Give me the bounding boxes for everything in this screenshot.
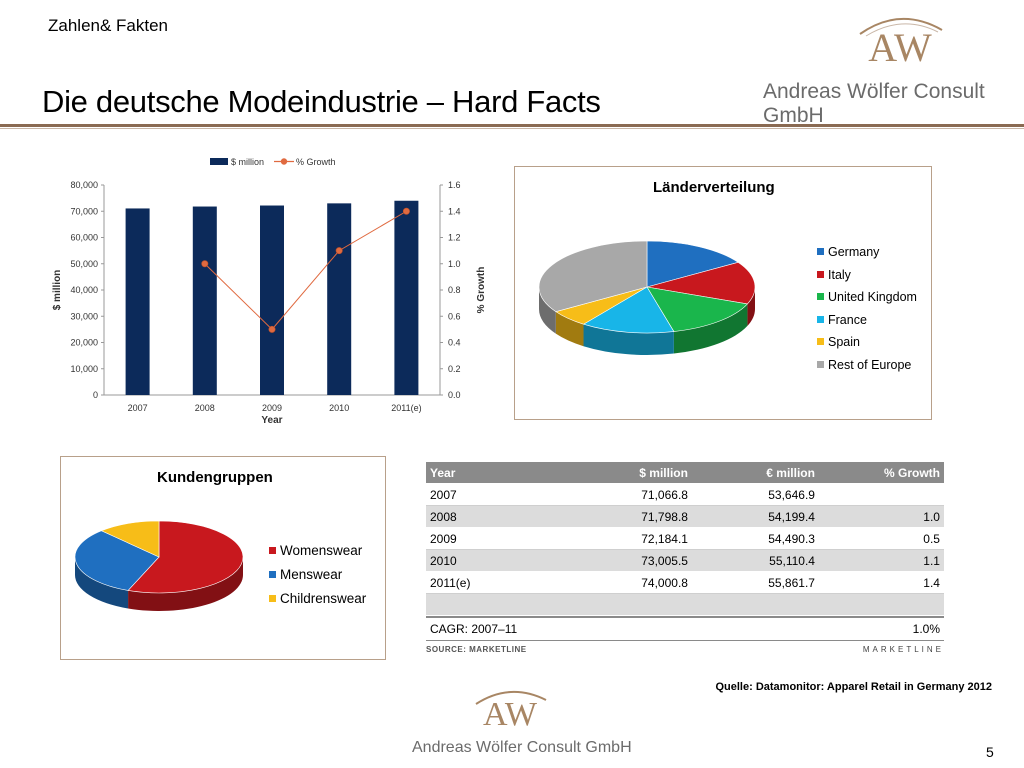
col-usd: $ million [639, 465, 688, 480]
y-tick-label: 0 [92, 390, 98, 400]
table-cell: 71,798.8 [641, 509, 688, 524]
x-tick-label: 2008 [194, 403, 215, 413]
y-tick-label: 70,000 [70, 206, 98, 217]
table-cell: 1.4 [923, 575, 940, 590]
legend-label: Womenswear [280, 543, 363, 558]
table-header-row [426, 462, 944, 484]
legend-swatch [817, 248, 824, 255]
table-row [426, 528, 944, 550]
table-cell: 55,110.4 [769, 553, 815, 568]
legend-swatch [817, 271, 824, 278]
table-cell: 72,184.1 [641, 531, 688, 546]
growth-point [269, 326, 275, 332]
y2-tick-label: 1.2 [448, 232, 461, 243]
table-body [426, 484, 944, 594]
y2-tick-label: 0.6 [448, 311, 461, 322]
legend-label-bar: $ million [231, 157, 265, 167]
legend-label: Childrenswear [280, 591, 367, 606]
cagr-label: CAGR: 2007–11 [430, 622, 518, 636]
table-row [426, 572, 944, 594]
table-footer [426, 645, 944, 654]
table-row [426, 550, 944, 572]
y2-tick-label: 0.4 [448, 337, 461, 348]
y2-tick-label: 1.4 [448, 206, 461, 217]
legend-label: France [828, 312, 867, 327]
legend-label: Italy [828, 267, 851, 282]
section-kicker: Zahlen& Fakten [48, 16, 169, 35]
y-tick-label: 60,000 [70, 232, 98, 243]
table-cell: 1.1 [923, 553, 940, 568]
table-cell: 2011(e) [430, 575, 471, 590]
legend-label: Germany [828, 245, 880, 259]
marketline-table [426, 462, 944, 654]
bar [327, 203, 351, 395]
growth-point [202, 261, 208, 267]
legend-marker [281, 158, 287, 164]
table-cell: 55,861.7 [768, 575, 815, 590]
y-tick-label: 40,000 [70, 285, 98, 295]
table-row [426, 484, 944, 506]
legend-swatch [817, 338, 824, 345]
growth-point [403, 208, 409, 214]
legend-swatch [817, 316, 824, 323]
country-pie-title: Länderverteilung [653, 179, 775, 196]
legend-item [817, 290, 917, 304]
customer-pie-panel [60, 456, 386, 660]
table-cell: 73,005.5 [641, 553, 688, 568]
legend-swatch [269, 571, 276, 578]
bar [126, 208, 150, 395]
table-cell: 54,490.3 [768, 531, 815, 546]
legend-label: Spain [828, 335, 860, 350]
y-tick-label: 20,000 [70, 337, 98, 348]
legend-swatch [269, 547, 276, 554]
col-growth: % Growth [883, 465, 940, 480]
bar [394, 201, 418, 395]
table-cell: 54,199.4 [768, 509, 815, 524]
country-pie-chart [529, 227, 769, 377]
x-tick-label: 2011(e) [391, 403, 422, 413]
legend-item [817, 358, 911, 372]
table-cell: 1.0 [923, 509, 940, 524]
logo-monogram: AW [868, 25, 932, 70]
y2-tick-label: 1.0 [448, 258, 461, 269]
table-cell: 71,066.8 [641, 487, 688, 502]
footer-logo [468, 686, 552, 736]
table-cell: 2009 [430, 531, 457, 546]
table-cell: 2007 [430, 487, 457, 502]
table-cell: 2010 [430, 553, 457, 568]
y-tick-label: 30,000 [70, 311, 98, 322]
growth-point [336, 247, 342, 253]
bar [193, 207, 217, 395]
y-tick-label: 80,000 [70, 180, 98, 190]
table-cell: 53,646.9 [768, 487, 815, 502]
legend-item [817, 335, 860, 349]
legend-swatch-bar [210, 158, 228, 165]
legend-item [269, 543, 362, 558]
legend-item [817, 268, 851, 282]
y-tick-label: 10,000 [70, 363, 98, 374]
legend-item [269, 567, 342, 582]
x-axis-title: Year [261, 415, 283, 426]
x-tick-label: 2010 [329, 403, 350, 413]
cagr-value: 1.0% [912, 622, 940, 636]
y2-tick-label: 0.0 [448, 390, 461, 400]
table-cell: 0.5 [923, 531, 940, 546]
y2-axis-title: % Growth [476, 266, 487, 314]
revenue-growth-chart [42, 152, 502, 432]
y2-tick-label: 1.6 [448, 180, 461, 190]
bar [260, 206, 284, 395]
legend-label: Menswear [280, 567, 343, 582]
col-year: Year [430, 465, 456, 480]
legend-swatch [817, 293, 824, 300]
growth-line [205, 211, 407, 329]
cagr-row [426, 616, 944, 641]
legend-label-line: % Growth [296, 157, 336, 167]
company-name: Andreas Wölfer Consult GmbH [763, 80, 985, 127]
table-source-note: SOURCE: MARKETLINE [426, 645, 527, 654]
page-title: Die deutsche Modeindustrie – Hard Facts [42, 84, 601, 119]
legend-item [269, 591, 366, 606]
page-number: 5 [986, 744, 994, 760]
customer-pie-title: Kundengruppen [157, 469, 273, 486]
footer-logo-monogram: AW [483, 696, 537, 733]
table-brand-note: MARKETLINE [862, 645, 944, 654]
company-logo [850, 12, 950, 72]
y-tick-label: 50,000 [70, 258, 98, 269]
x-tick-label: 2007 [127, 403, 148, 413]
source-citation: Quelle: Datamonitor: Apparel Retail in Germany 2012 [715, 681, 992, 693]
table-cell: 2008 [430, 509, 457, 524]
y2-tick-label: 0.8 [448, 285, 461, 295]
legend-item [817, 313, 867, 327]
legend-swatch [269, 595, 276, 602]
header-rule-thin [0, 128, 1024, 129]
legend-swatch [817, 361, 824, 368]
customer-pie-chart [71, 511, 261, 631]
table-row [426, 506, 944, 528]
y2-tick-label: 0.2 [448, 363, 461, 374]
legend-label: Rest of Europe [828, 358, 912, 372]
table-spacer-row [426, 594, 944, 616]
table-cell: 74,000.8 [641, 575, 688, 590]
col-eur: € million [766, 465, 815, 480]
y-axis-title: $ million [52, 269, 63, 311]
country-pie-panel [514, 166, 932, 420]
x-tick-label: 2009 [261, 403, 283, 413]
footer-company-name: Andreas Wölfer Consult GmbH [412, 739, 632, 756]
legend-item [817, 245, 879, 259]
legend-label: United Kingdom [828, 290, 917, 305]
